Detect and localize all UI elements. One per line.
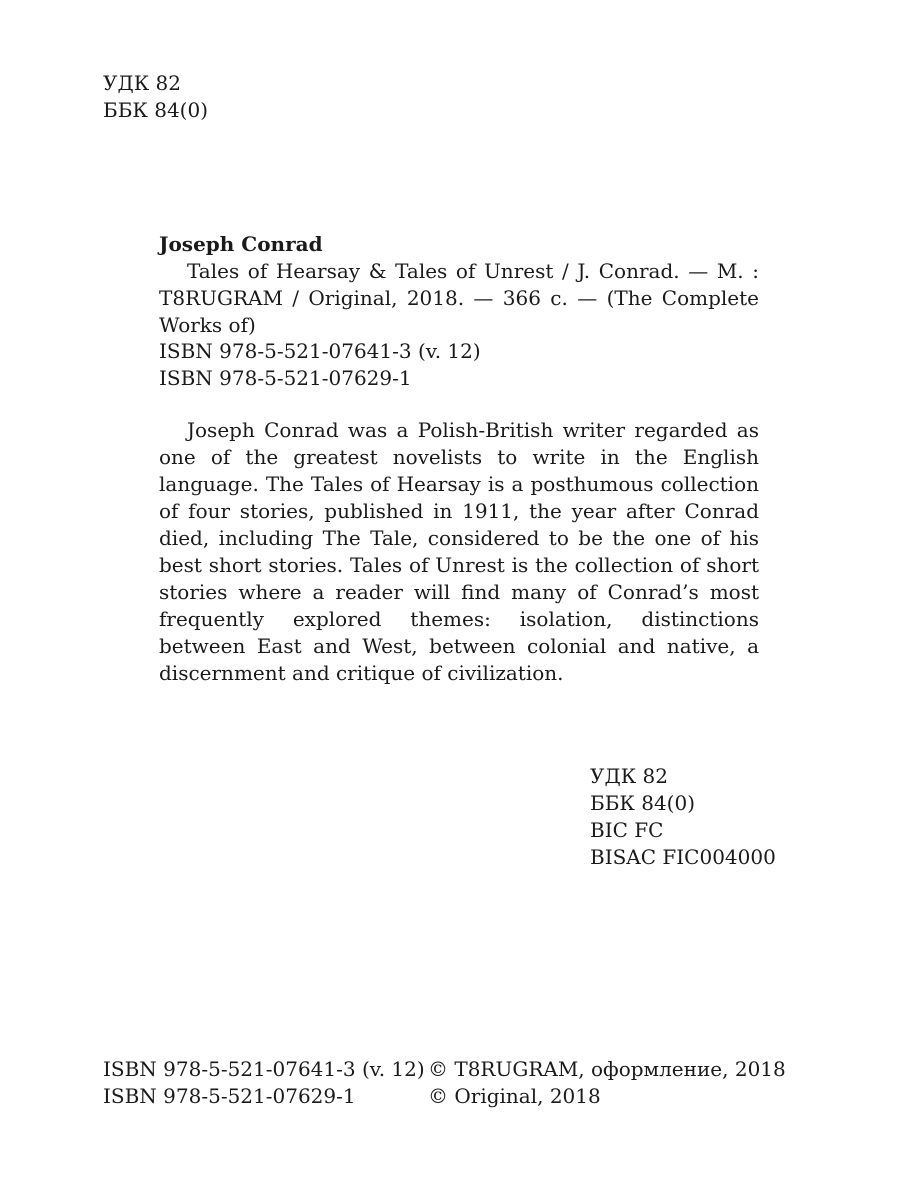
isbn-volume: ISBN 978-5-521-07641-3 (v. 12) [159,339,481,363]
bibliographic-record [159,231,759,339]
copyright-original: © Original, 2018 [428,1084,601,1108]
copyright-publisher: © T8RUGRAM, оформление, 2018 [428,1057,786,1081]
copyright-notice [428,1056,786,1110]
isbn-volume-bottom: ISBN 978-5-521-07641-3 (v. 12) [103,1057,425,1081]
bisac-code: BISAC FIC004000 [590,845,776,869]
bic-code: BIC FC [590,818,664,842]
annotation-paragraph: Joseph Conrad was a Polish-British writer regarded as one of the greatest novelists to write in the English language. The Tales of Hearsay is a posthumous collection of four stories, published in 1911, the year after Conrad died, including The Tale, considered to be the one of his best short stories. Tales of Unrest is the collection of short stories where a reader will find many of Conrad’s most frequently explored themes: isolation, distinctions between East and West, between colonial and native, a discernment and critique of civilization. [159,418,759,685]
bbk-code: ББК 84(0) [103,98,209,122]
bbk-code-right: ББК 84(0) [590,791,696,815]
classification-top [103,70,208,124]
udk-code-right: УДК 82 [590,764,668,788]
classification-right [590,763,776,871]
isbn-set: ISBN 978-5-521-07629-1 [159,366,412,390]
isbn-list-middle [159,338,481,392]
isbn-set-bottom: ISBN 978-5-521-07629-1 [103,1084,356,1108]
udk-code: УДК 82 [103,71,181,95]
isbn-list-bottom [103,1056,425,1110]
author-name: Joseph Conrad [159,232,323,256]
bibliographic-description: Tales of Hearsay & Tales of Unrest / J. Conrad. — M. : T8RUGRAM / Original, 2018. — 366 c. — (The Complete Works of) [159,259,759,337]
